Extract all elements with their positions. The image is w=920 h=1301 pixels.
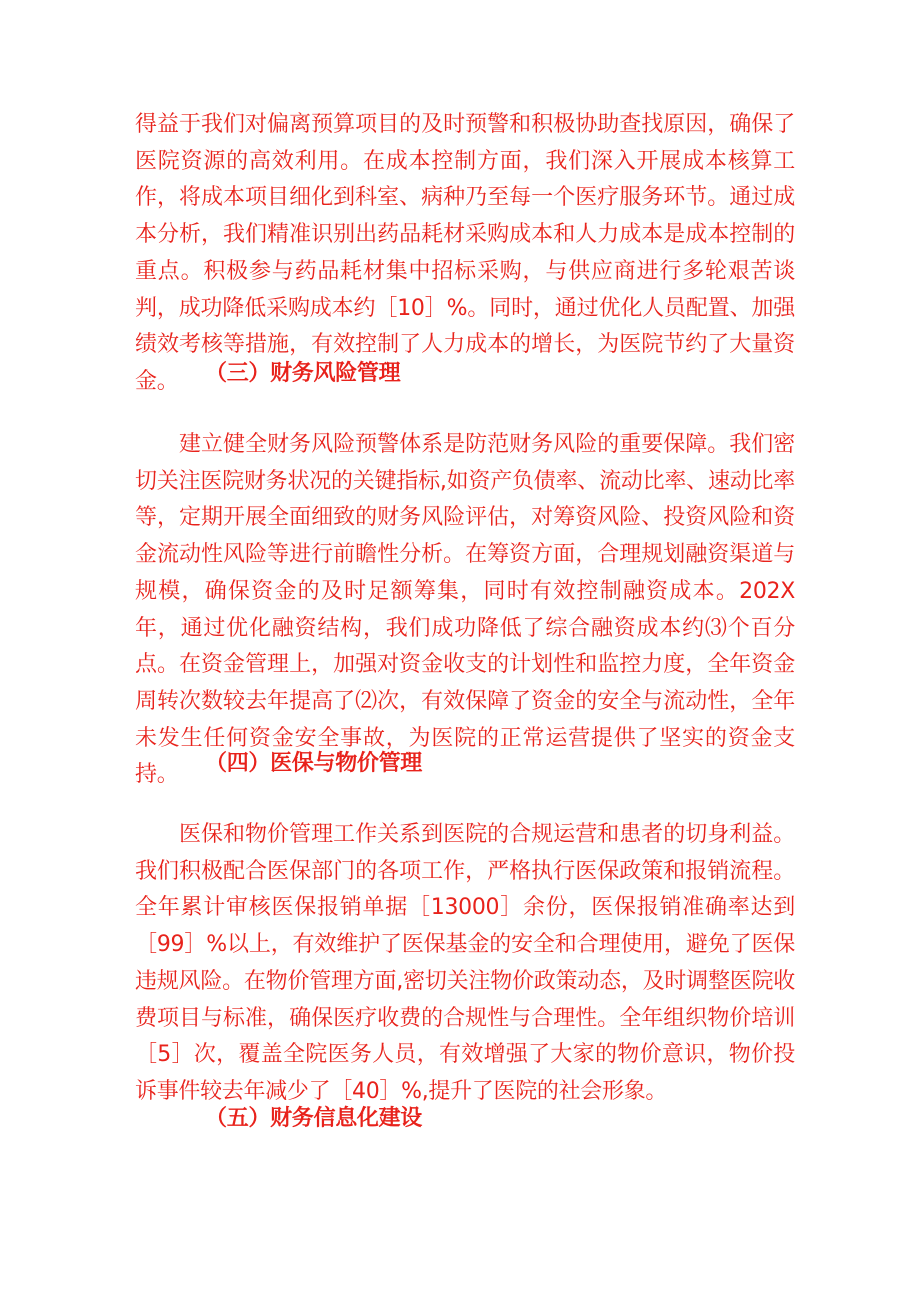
body-paragraph-cost-control: 得益于我们对偏离预算项目的及时预警和积极协助查找原因，确保了医院资源的高效利用。在成本控制方面，我们深入开展成本核算工作，将成本项目细化到科室、病种乃至每一个医疗服务环节。通过成本分析，我们精准识别出药品耗材采购成本和人力成本是成本控制的重点。积极参与药品耗材集中招标采购，与供应商进行多轮艰苦谈判，成功降低采购成本约［10］%。同时，通过优化人员配置、加强绩效考核等措施，有效控制了人力成本的增长，为医院节约了大量资金。 [135,112,795,394]
section-heading-financial-risk: （三）财务风险管理 [205,361,401,386]
section-heading-insurance-pricing: （四）医保与物价管理 [205,751,423,776]
body-paragraph-insurance-pricing: 医保和物价管理工作关系到医院的合规运营和患者的切身利益。我们积极配合医保部门的各项工作，严格执行医保政策和报销流程。全年累计审核医保报销单据［13000］余份，医保报销准确率达到［99］%以上，有效维护了医保基金的安全和合理使用，避免了医保违规风险。在物价管理方面,密切关注物价政策动态，及时调整医院收费项目与标准，确保医疗收费的合规性与合理性。全年组织物价培训［5］次，覆盖全院医务人员，有效增强了大家的物价意识，物价投诉事件较去年减少了［40］%,提升了医院的社会形象。 [135,822,795,1104]
body-paragraph-financial-risk: 建立健全财务风险预警体系是防范财务风险的重要保障。我们密切关注医院财务状况的关键指标,如资产负债率、流动比率、速动比率等，定期开展全面细致的财务风险评估，对筹资风险、投资风险和资金流动性风险等进行前瞻性分析。在筹资方面，合理规划融资渠道与规模，确保资金的及时足额筹集，同时有效控制融资成本。202X年，通过优化融资结构，我们成功降低了综合融资成本约⑶个百分点。在资金管理上，加强对资金收支的计划性和监控力度，全年资金周转次数较去年提高了⑵次，有效保障了资金的安全与流动性，全年未发生任何资金安全事故，为医院的正常运营提供了坚实的资金支持。 [135,432,795,788]
section-heading-financial-informatization: （五）财务信息化建设 [205,1106,423,1131]
